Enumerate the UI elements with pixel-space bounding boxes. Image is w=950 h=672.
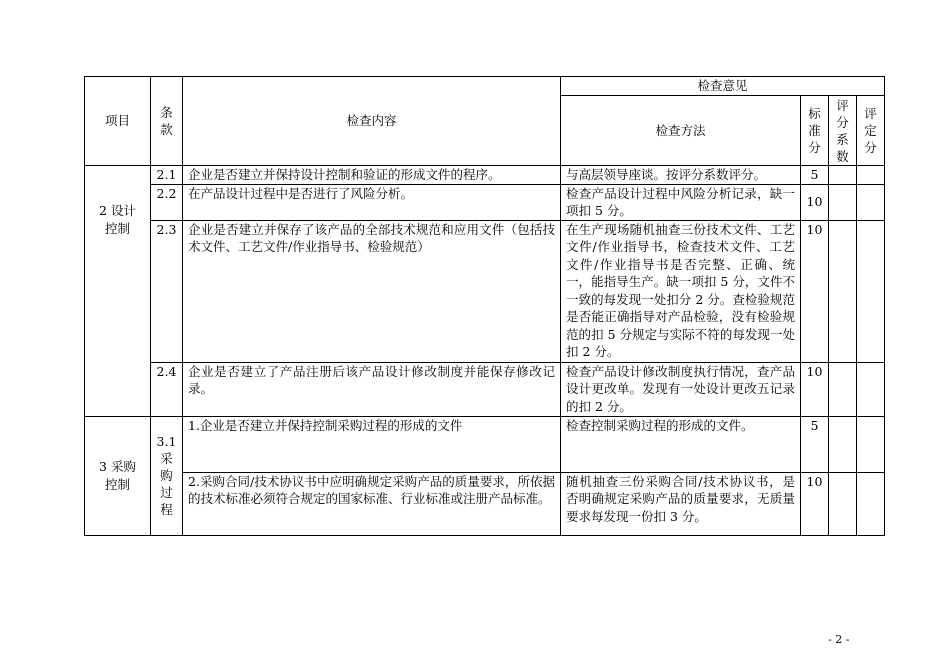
header-rating-line: 分 (864, 140, 877, 155)
header-rating-line: 定 (864, 123, 877, 138)
project-cell-purchase (85, 416, 151, 535)
rating-cell (857, 472, 885, 535)
content-cell: 企业是否建立了产品注册后该产品设计修改制度并能保存修改记录。 (183, 362, 561, 416)
clause-cell: 2.2 (151, 184, 183, 220)
project-line: 控制 (104, 220, 130, 236)
clause-line: 过 (160, 485, 173, 500)
header-standard-line: 准 (808, 123, 821, 138)
table-row (85, 362, 885, 416)
clause-line: 程 (160, 502, 173, 517)
header-coef-line: 分 (836, 114, 849, 130)
header-standard-line: 分 (808, 140, 821, 155)
table-row (85, 166, 885, 185)
coef-cell (829, 472, 857, 535)
header-coefficient (829, 96, 857, 166)
header-clause (151, 77, 183, 166)
score-cell: 10 (801, 220, 829, 362)
clause-line: 购 (160, 468, 173, 483)
method-cell: 在生产现场随机抽查三份技术文件、工艺文件/作业指导书，检查技术文件、工艺文件/作业指导书是否完整、正确、统一，能指导生产。缺一项扣 5 分，文件不一致的每发现一处扣分 2 分。查检验规范是否能正确指导对产品检验，没有检验规范的扣 5 分规定与实际不符的每发现一处扣 2 分。 (561, 220, 801, 362)
header-standard-line: 标 (808, 106, 821, 121)
coef-cell (829, 416, 857, 472)
table-row (85, 416, 885, 472)
page-number: - 2 - (828, 633, 850, 646)
header-coef-line: 系 (836, 131, 849, 147)
rating-cell (857, 220, 885, 362)
method-cell: 与高层领导座谈。按评分系数评分。 (561, 166, 801, 185)
score-cell: 5 (801, 166, 829, 185)
method-cell: 检查产品设计修改制度执行情况，查产品设计更改单。发现有一处设计更改五记录的扣 2 分。 (561, 362, 801, 416)
coef-cell (829, 220, 857, 362)
project-cell-design (85, 166, 151, 417)
rating-cell (857, 362, 885, 416)
table-row (85, 472, 885, 535)
clause-cell: 2.4 (151, 362, 183, 416)
project-line: 2 设计 (99, 203, 136, 218)
method-cell: 随机抽查三份采购合同/技术协议书，是否明确规定采购产品的质量要求，无质量要求每发现一份扣 3 分。 (561, 472, 801, 535)
rating-cell (857, 166, 885, 185)
score-cell: 10 (801, 472, 829, 535)
method-cell: 检查产品设计过程中风险分析记录，缺一项扣 5 分。 (561, 184, 801, 220)
method-cell: 检查控制采购过程的形成的文件。 (561, 416, 801, 472)
content-cell: 1.企业是否建立并保持控制采购过程的形成的文件 (183, 416, 561, 472)
clause-line: 3.1 (156, 434, 177, 449)
score-cell: 10 (801, 184, 829, 220)
content-cell: 企业是否建立并保存了该产品的全部技术规范和应用文件（包括技术文件、工艺文件/作业指导书、检验规范） (183, 220, 561, 362)
header-clause-line: 款 (160, 122, 173, 137)
content-cell: 在产品设计过程中是否进行了风险分析。 (183, 184, 561, 220)
table-row (85, 220, 885, 362)
header-coef-line: 评 (836, 97, 849, 113)
header-clause-line: 条 (160, 105, 173, 120)
table-row (85, 184, 885, 220)
rating-cell (857, 416, 885, 472)
audit-table (84, 76, 885, 536)
header-opinion: 检查意见 (561, 77, 885, 96)
clause-line: 采 (160, 451, 173, 466)
content-cell: 企业是否建立并保持设计控制和验证的形成文件的程序。 (183, 166, 561, 185)
score-cell: 10 (801, 362, 829, 416)
score-cell: 5 (801, 416, 829, 472)
coef-cell (829, 362, 857, 416)
header-project: 项目 (85, 77, 151, 166)
clause-cell: 2.3 (151, 220, 183, 362)
header-coef-line: 数 (836, 148, 849, 164)
content-cell: 2.采购合同/技术协议书中应明确规定采购产品的质量要求，所依据的技术标准必须符合规定的国家标准、行业标准或注册产品标准。 (183, 472, 561, 535)
header-content: 检查内容 (183, 77, 561, 166)
project-line: 控制 (104, 476, 130, 492)
clause-cell-purchase (151, 416, 183, 535)
clause-cell: 2.1 (151, 166, 183, 185)
header-rating (857, 96, 885, 166)
coef-cell (829, 184, 857, 220)
coef-cell (829, 166, 857, 185)
rating-cell (857, 184, 885, 220)
header-method: 检查方法 (561, 96, 801, 166)
project-line: 3 采购 (99, 459, 136, 474)
header-rating-line: 评 (864, 106, 877, 121)
header-standard-score (801, 96, 829, 166)
